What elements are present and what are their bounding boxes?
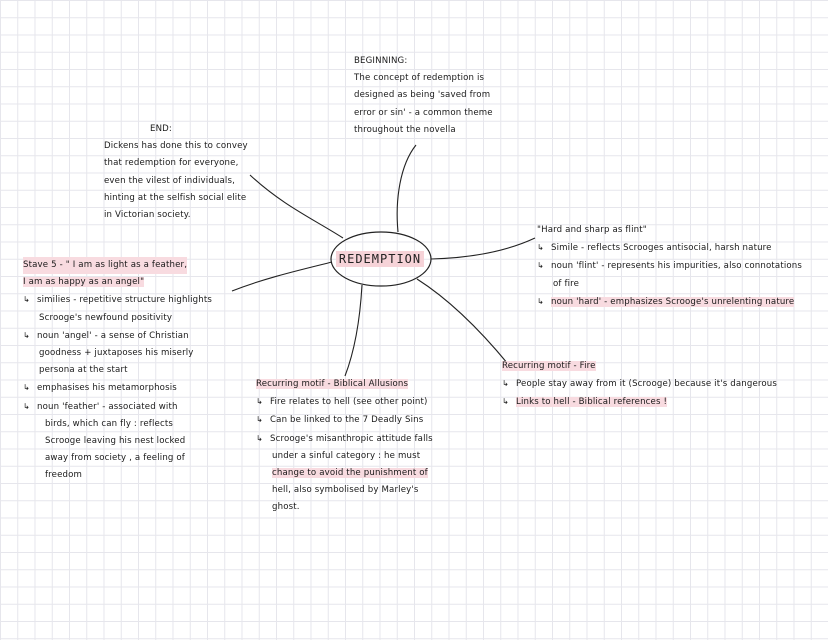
end-line: hinting at the selfish social elite xyxy=(104,192,247,203)
branch-fire xyxy=(417,279,508,364)
biblical-bullet: Scrooge's misanthropic attitude falls xyxy=(270,433,433,444)
biblical-bullet-cont: hell, also symbolised by Marley's xyxy=(272,485,419,496)
arrow-icon: ↳ xyxy=(537,261,544,271)
arrow-icon: ↳ xyxy=(256,433,263,443)
stave-bullet-cont: goodness + juxtaposes his miserly xyxy=(39,348,194,359)
stave-bullet-cont: Scrooge leaving his nest locked xyxy=(45,436,186,447)
stave-quote: Stave 5 - " I am as light as a feather, xyxy=(23,257,187,274)
branch-stave xyxy=(232,262,332,291)
arrow-icon: ↳ xyxy=(23,330,30,340)
arrow-icon: ↳ xyxy=(256,415,263,425)
branch-flint xyxy=(431,238,535,259)
biblical-bullet: Can be linked to the 7 Deadly Sins xyxy=(270,415,424,426)
end-line: that redemption for everyone, xyxy=(104,158,239,169)
fire-bullet: Links to hell - Biblical references ! xyxy=(516,397,668,408)
branch-biblical xyxy=(345,285,362,376)
arrow-icon: ↳ xyxy=(502,379,509,389)
stave-bullet: emphasises his metamorphosis xyxy=(37,383,177,394)
arrow-icon: ↳ xyxy=(23,295,30,305)
beginning-title: BEGINNING: xyxy=(354,56,408,66)
stave-bullet-cont: freedom xyxy=(45,470,83,481)
flint-bullet-cont: of fire xyxy=(553,278,580,289)
center-topic xyxy=(329,231,431,287)
end-line: even the vilest of individuals, xyxy=(104,175,235,186)
fire-title: Recurring motif - Fire xyxy=(502,361,596,371)
branch-beginning xyxy=(397,145,416,232)
end-line: in Victorian society. xyxy=(104,210,191,221)
stave-bullet-cont: away from society , a feeling of xyxy=(45,453,185,464)
biblical-note xyxy=(256,376,433,517)
biblical-bullet-cont: change to avoid the punishment of xyxy=(272,468,428,479)
stave-bullet-cont: birds, which can fly : reflects xyxy=(45,418,173,429)
end-note xyxy=(104,121,248,224)
arrow-icon: ↳ xyxy=(537,243,544,253)
biblical-title: Recurring motif - Biblical Allusions xyxy=(256,379,409,389)
stave-bullet: similies - repetitive structure highlights xyxy=(37,295,213,306)
beginning-line: error or sin' - a common theme xyxy=(354,107,493,118)
end-line: Dickens has done this to convey xyxy=(104,141,248,152)
stave-note xyxy=(23,257,212,485)
stave-bullet: noun 'feather' - associated with xyxy=(37,401,178,412)
stave-bullet-cont: Scrooge's newfound positivity xyxy=(39,312,173,323)
flint-bullet: noun 'flint' - represents his impurities, also connotations xyxy=(551,261,803,272)
arrow-icon: ↳ xyxy=(537,296,544,306)
stave-bullet: noun 'angel' - a sense of Christian xyxy=(37,330,189,341)
beginning-line: The concept of redemption is xyxy=(354,73,485,84)
beginning-line: throughout the novella xyxy=(354,124,456,135)
branch-end xyxy=(250,175,343,238)
flint-note xyxy=(537,222,802,311)
arrow-icon: ↳ xyxy=(256,397,263,407)
flint-bullet: Simile - reflects Scrooges antisocial, harsh nature xyxy=(551,243,772,254)
arrow-icon: ↳ xyxy=(23,383,30,393)
flint-quote: "Hard and sharp as flint" xyxy=(537,225,647,235)
arrow-icon: ↳ xyxy=(502,397,509,407)
beginning-note xyxy=(354,53,493,139)
stave-quote: I am as happy as an angel" xyxy=(23,277,145,288)
fire-note xyxy=(502,358,777,412)
fire-bullet: People stay away from it (Scrooge) because it's dangerous xyxy=(516,379,778,390)
end-title: END: xyxy=(150,124,172,134)
arrow-icon: ↳ xyxy=(23,401,30,411)
biblical-bullet-cont: under a sinful category : he must xyxy=(272,450,421,461)
flint-bullet: noun 'hard' - emphasizes Scrooge's unrelenting nature xyxy=(551,296,795,307)
biblical-bullet: Fire relates to hell (see other point) xyxy=(270,397,428,408)
biblical-bullet-cont: ghost. xyxy=(272,502,300,513)
stave-bullet-cont: persona at the start xyxy=(39,365,128,376)
center-topic-label: REDEMPTION xyxy=(336,251,424,267)
beginning-line: designed as being 'saved from xyxy=(354,90,491,101)
